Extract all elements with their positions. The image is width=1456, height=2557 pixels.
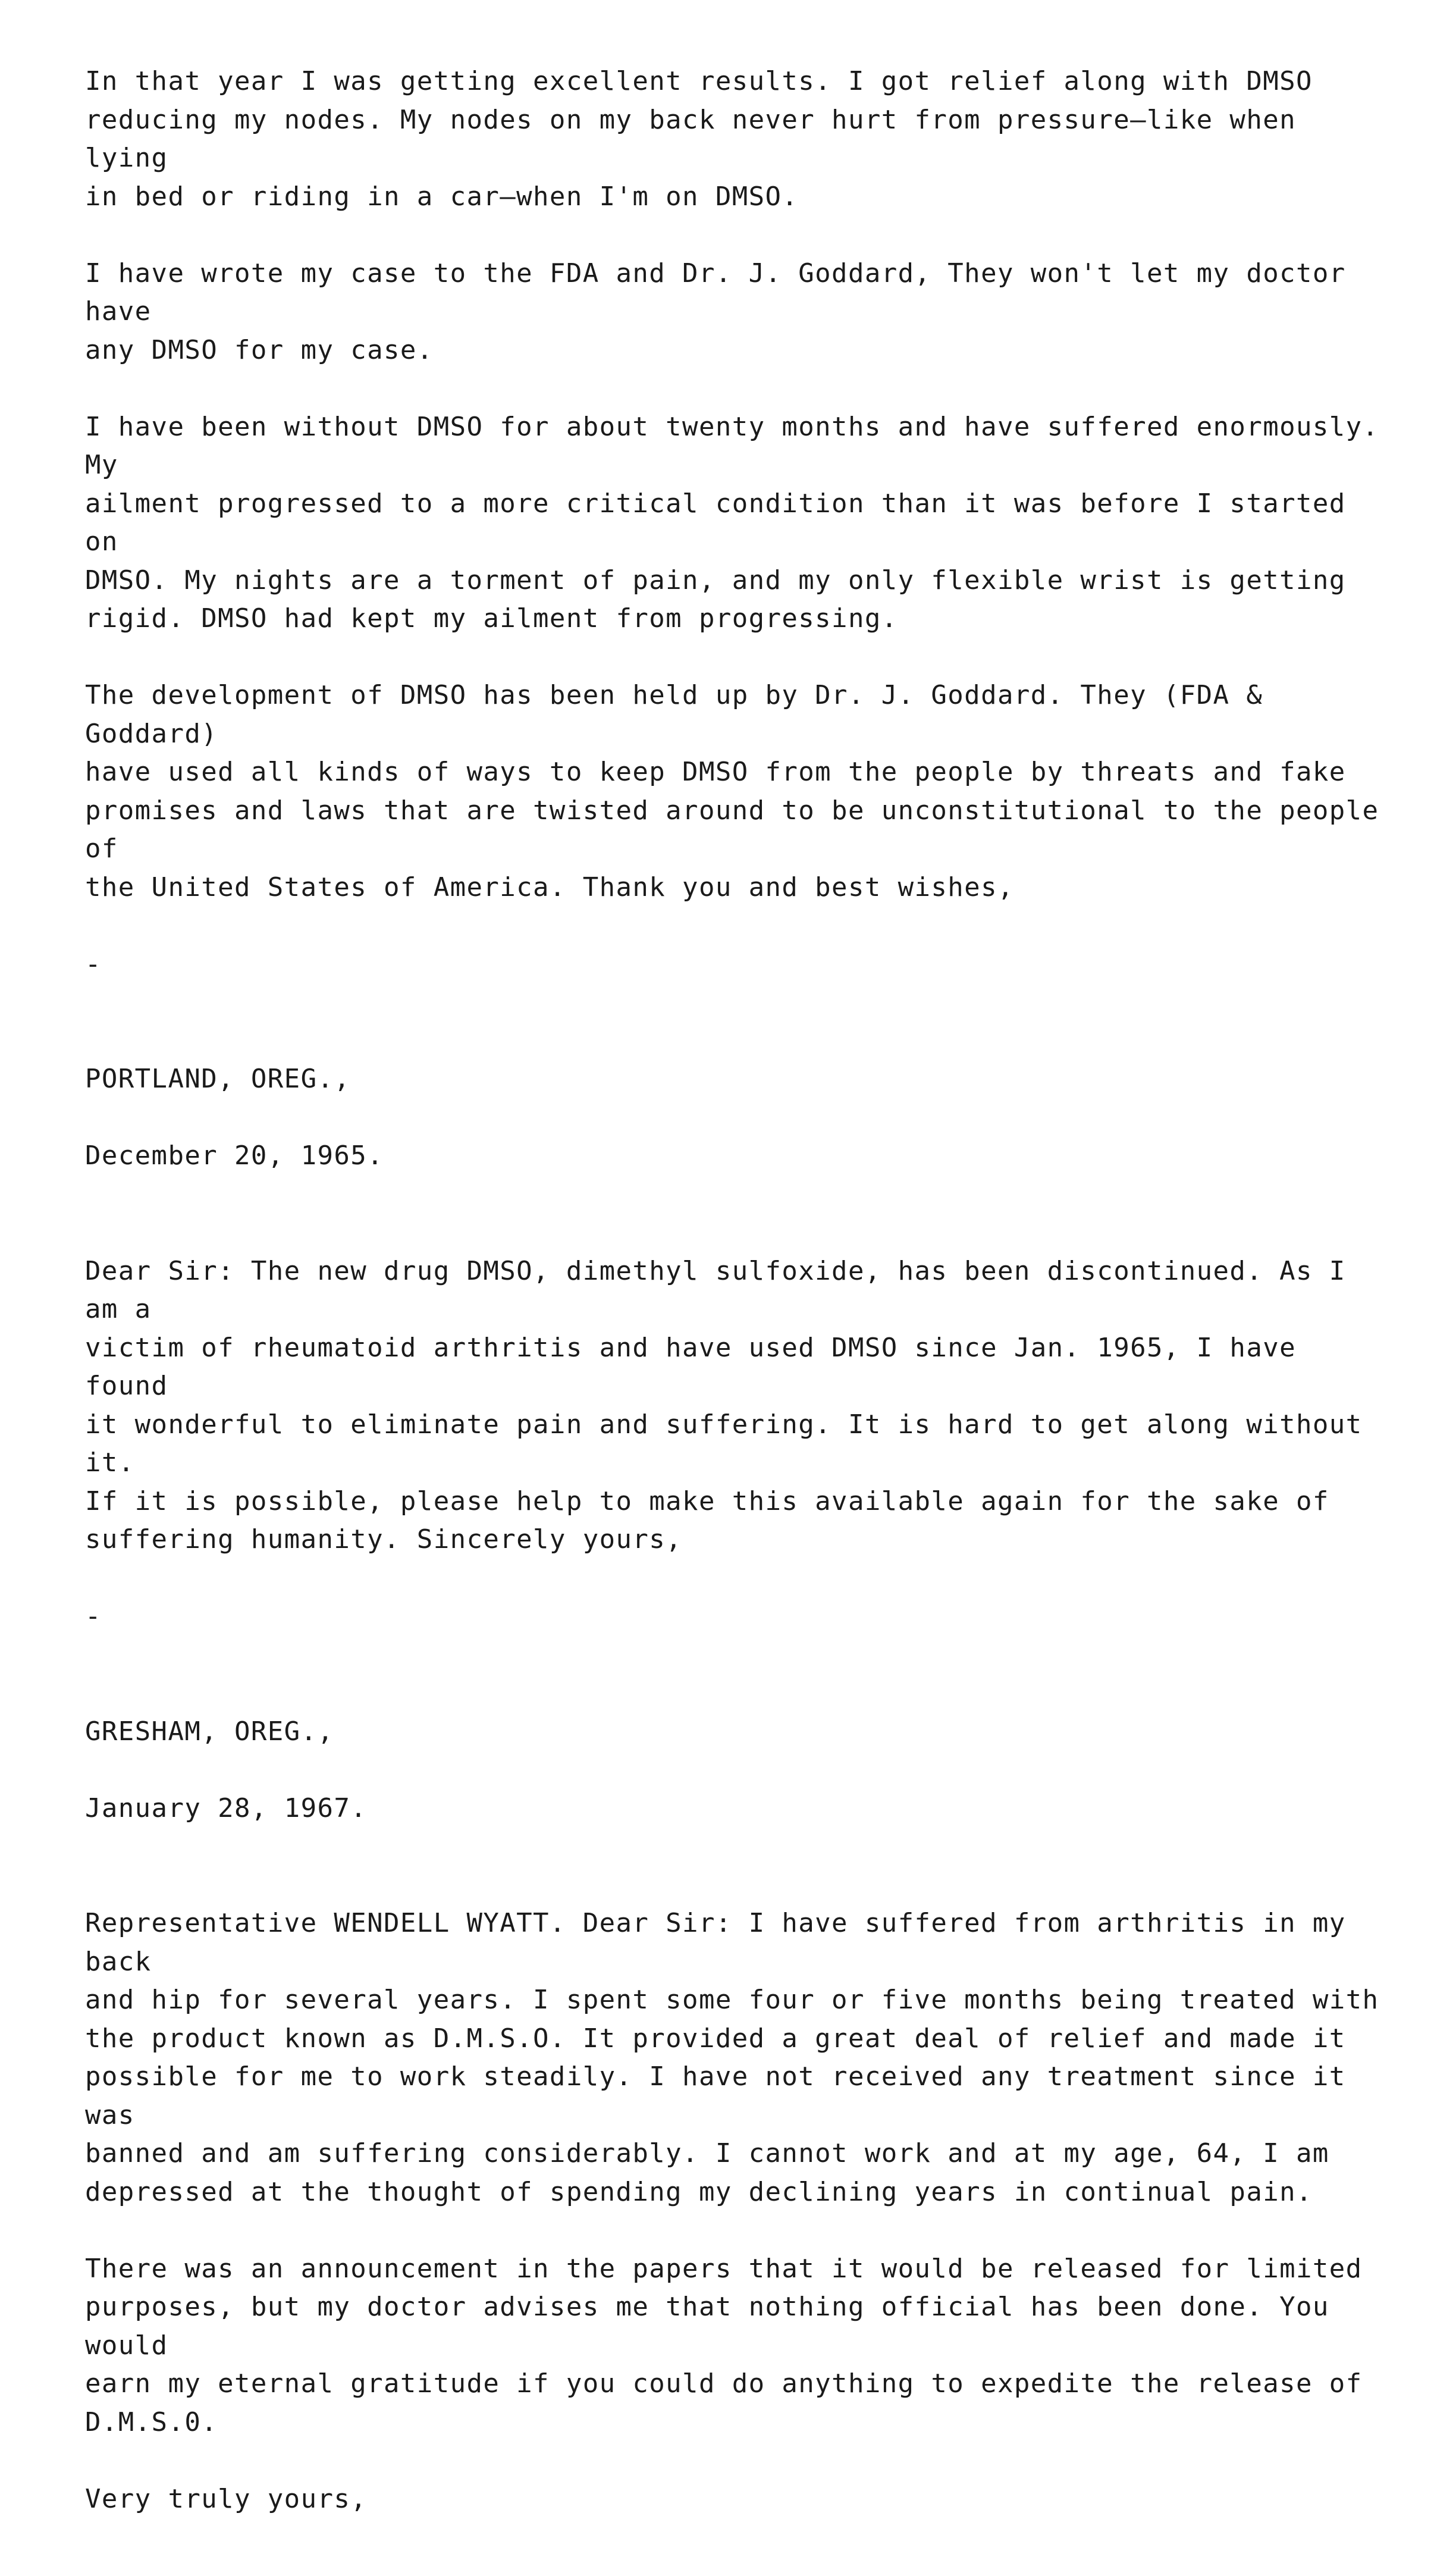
document-page bbox=[85, 62, 1382, 2557]
letter-2-place: PORTLAND, OREG., bbox=[85, 1064, 351, 1094]
letter-separator: - bbox=[85, 948, 102, 979]
letter-1-paragraph-3: I have been without DMSO for about twenty months and have suffered enormously. My ailment progressed to a more critical condition than it was before I started on DMSO. My nights are a torment of pain, and my only flexible wrist is getting rigid. DMSO had kept my ailment from progressing. bbox=[85, 411, 1379, 634]
letter-3-paragraph-2: There was an announcement in the papers that it would be released for limited purposes, but my doctor advises me that nothing official has been done. You would earn my eternal gratitude if you could do anything to expedite the release of D.M.S.0. bbox=[85, 2253, 1363, 2437]
letter-1-paragraph-1: In that year I was getting excellent results. I got relief along with DMSO reducing my nodes. My nodes on my back never hurt from pressure—like when lying in bed or riding in a car—when I'm on DMSO. bbox=[85, 66, 1313, 212]
letter-3-place: GRESHAM, OREG., bbox=[85, 1716, 334, 1747]
letter-3-date: January 28, 1967. bbox=[85, 1793, 368, 1823]
letter-3-closing: Very truly yours, bbox=[85, 2483, 368, 2514]
letter-separator: - bbox=[85, 1601, 102, 1631]
letter-2-paragraph-1: Dear Sir: The new drug DMSO, dimethyl sulfoxide, has been discontinued. As I am a victim of rheumatoid arthritis and have used DMSO since Jan. 1965, I have found it wonderful to eliminate pain and suffering. It is hard to get along without it. If it is possible, please help to make this available again for the sake of suffering humanity. Sincerely yours, bbox=[85, 1255, 1363, 1555]
letter-1-paragraph-2: I have wrote my case to the FDA and Dr. J. Goddard, They won't let my doctor have any DMSO for my case. bbox=[85, 258, 1346, 365]
letter-3-paragraph-1: Representative WENDELL WYATT. Dear Sir: I have suffered from arthritis in my back and hip for several years. I spent some four or five months being treated with the product known as D.M.S.O. It provided a great deal of relief and made it possible for me to work steadily. I have not received any treatment since it was banned and am suffering considerably. I cannot work and at my age, 64, I am depressed at the thought of spending my declining years in continual pain. bbox=[85, 1908, 1379, 2207]
letter-3-heading bbox=[85, 1674, 1382, 1866]
letter-1-paragraph-4: The development of DMSO has been held up by Dr. J. Goddard. They (FDA & Goddard) have used all kinds of ways to keep DMSO from the people by threats and fake promises and laws that are twisted around to be unconstitutional to the people of the United States of America. Thank you and best wishes, bbox=[85, 680, 1379, 903]
letter-2-date: December 20, 1965. bbox=[85, 1140, 384, 1171]
letter-2-heading bbox=[85, 1022, 1382, 1214]
